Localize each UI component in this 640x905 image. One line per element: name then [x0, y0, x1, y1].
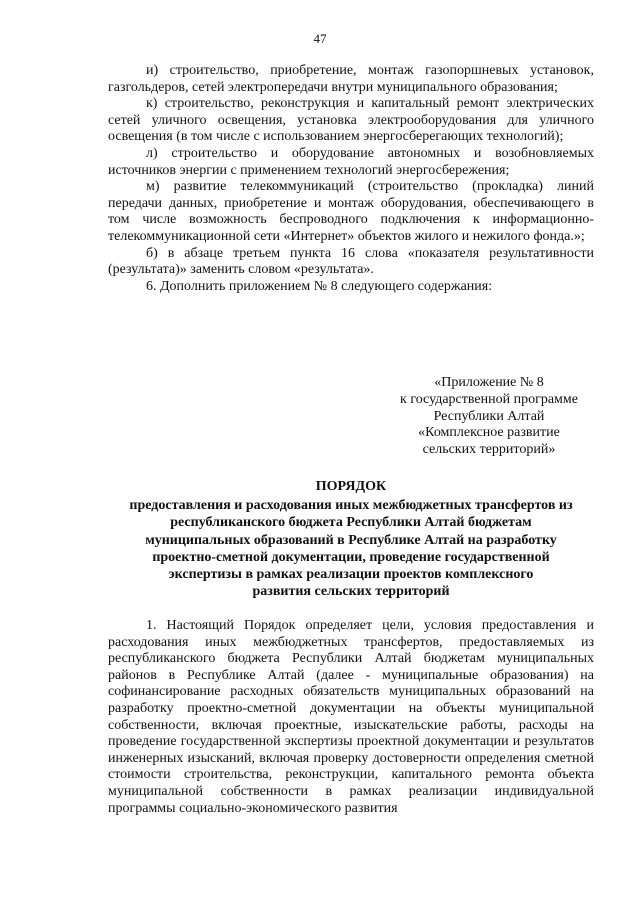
- amendment-item-b: б) в абзаце третьем пункта 16 слова «показателя результативности (результата)» заменить словом «результата».: [108, 245, 594, 278]
- amendment-item-m: м) развитие телекоммуникаций (строительство (прокладка) линий передачи данных, приобретение и монтаж оборудования, обеспечивающего в том числе возможность беспроводного подключения к информационно-телекоммуникационной сети «Интернет» объектов жилого и нежилого фонда.»;: [108, 179, 594, 244]
- appendix-line: «Комплексное развитие: [418, 425, 560, 441]
- title-subtitle-line: экспертизы в рамках реализации проектов комплексного: [168, 567, 534, 583]
- title-subtitle-line: предоставления и расходования иных межбюджетных трансфертов из: [129, 498, 573, 514]
- appendix-header: [380, 375, 598, 459]
- appendix-line: сельских территорий»: [422, 442, 556, 458]
- amendment-item-k: к) строительство, реконструкция и капитальный ремонт электрических сетей уличного освещения, установка электрооборудования для уличного освещения (в том числе с использованием энергосберегающих технологий);: [108, 96, 594, 145]
- procedure-section: [108, 618, 594, 817]
- procedure-paragraph-1: 1. Настоящий Порядок определяет цели, условия предоставления и расходования иных межбюджетных трансфертов, предоставляемых из республиканского бюджета Республики Алтай бюджетам муниципальных районов в Республике Алтай (далее - муниципальные образования) на софинансирование расходных обязательств муниципальных образований на разработку проектно-сметной документации на объекты муниципальной собственности, включая проектные, изыскательские работы, расходы на проведение государственной экспертизы проектной документации и результатов инженерных изысканий, включая проверку достоверности определения сметной стоимости строительства, реконструкции, капитального ремонта объекта муниципальной собственности в рамках реализации индивидуальной программы социально-экономического развития: [108, 618, 594, 816]
- page-number: 47: [313, 31, 327, 46]
- appendix-line: к государственной программе: [400, 391, 578, 407]
- amendment-item-6: 6. Дополнить приложением № 8 следующего содержания:: [146, 278, 493, 294]
- title-main: ПОРЯДОК: [315, 479, 387, 494]
- document-title: [100, 478, 602, 600]
- title-subtitle-line: проектно-сметной документации, проведение государственной: [152, 549, 550, 565]
- appendix-line: Республики Алтай: [433, 408, 545, 424]
- title-subtitle-line: муниципальных образований в Республике Алтай на разработку: [145, 532, 557, 548]
- title-subtitle-line: республиканского бюджета Республики Алтай бюджетам: [170, 515, 532, 531]
- title-subtitle-line: развития сельских территорий: [252, 584, 450, 600]
- amendment-list: [108, 63, 594, 295]
- amendment-item-i: и) строительство, приобретение, монтаж газопоршневых установок, газгольдеров, сетей электропередачи внутри муниципального образования;: [108, 63, 594, 95]
- amendment-item-l: л) строительство и оборудование автономных и возобновляемых источников энергии с применением технологий энергосбережения;: [108, 145, 594, 178]
- appendix-line: «Приложение № 8: [434, 375, 544, 390]
